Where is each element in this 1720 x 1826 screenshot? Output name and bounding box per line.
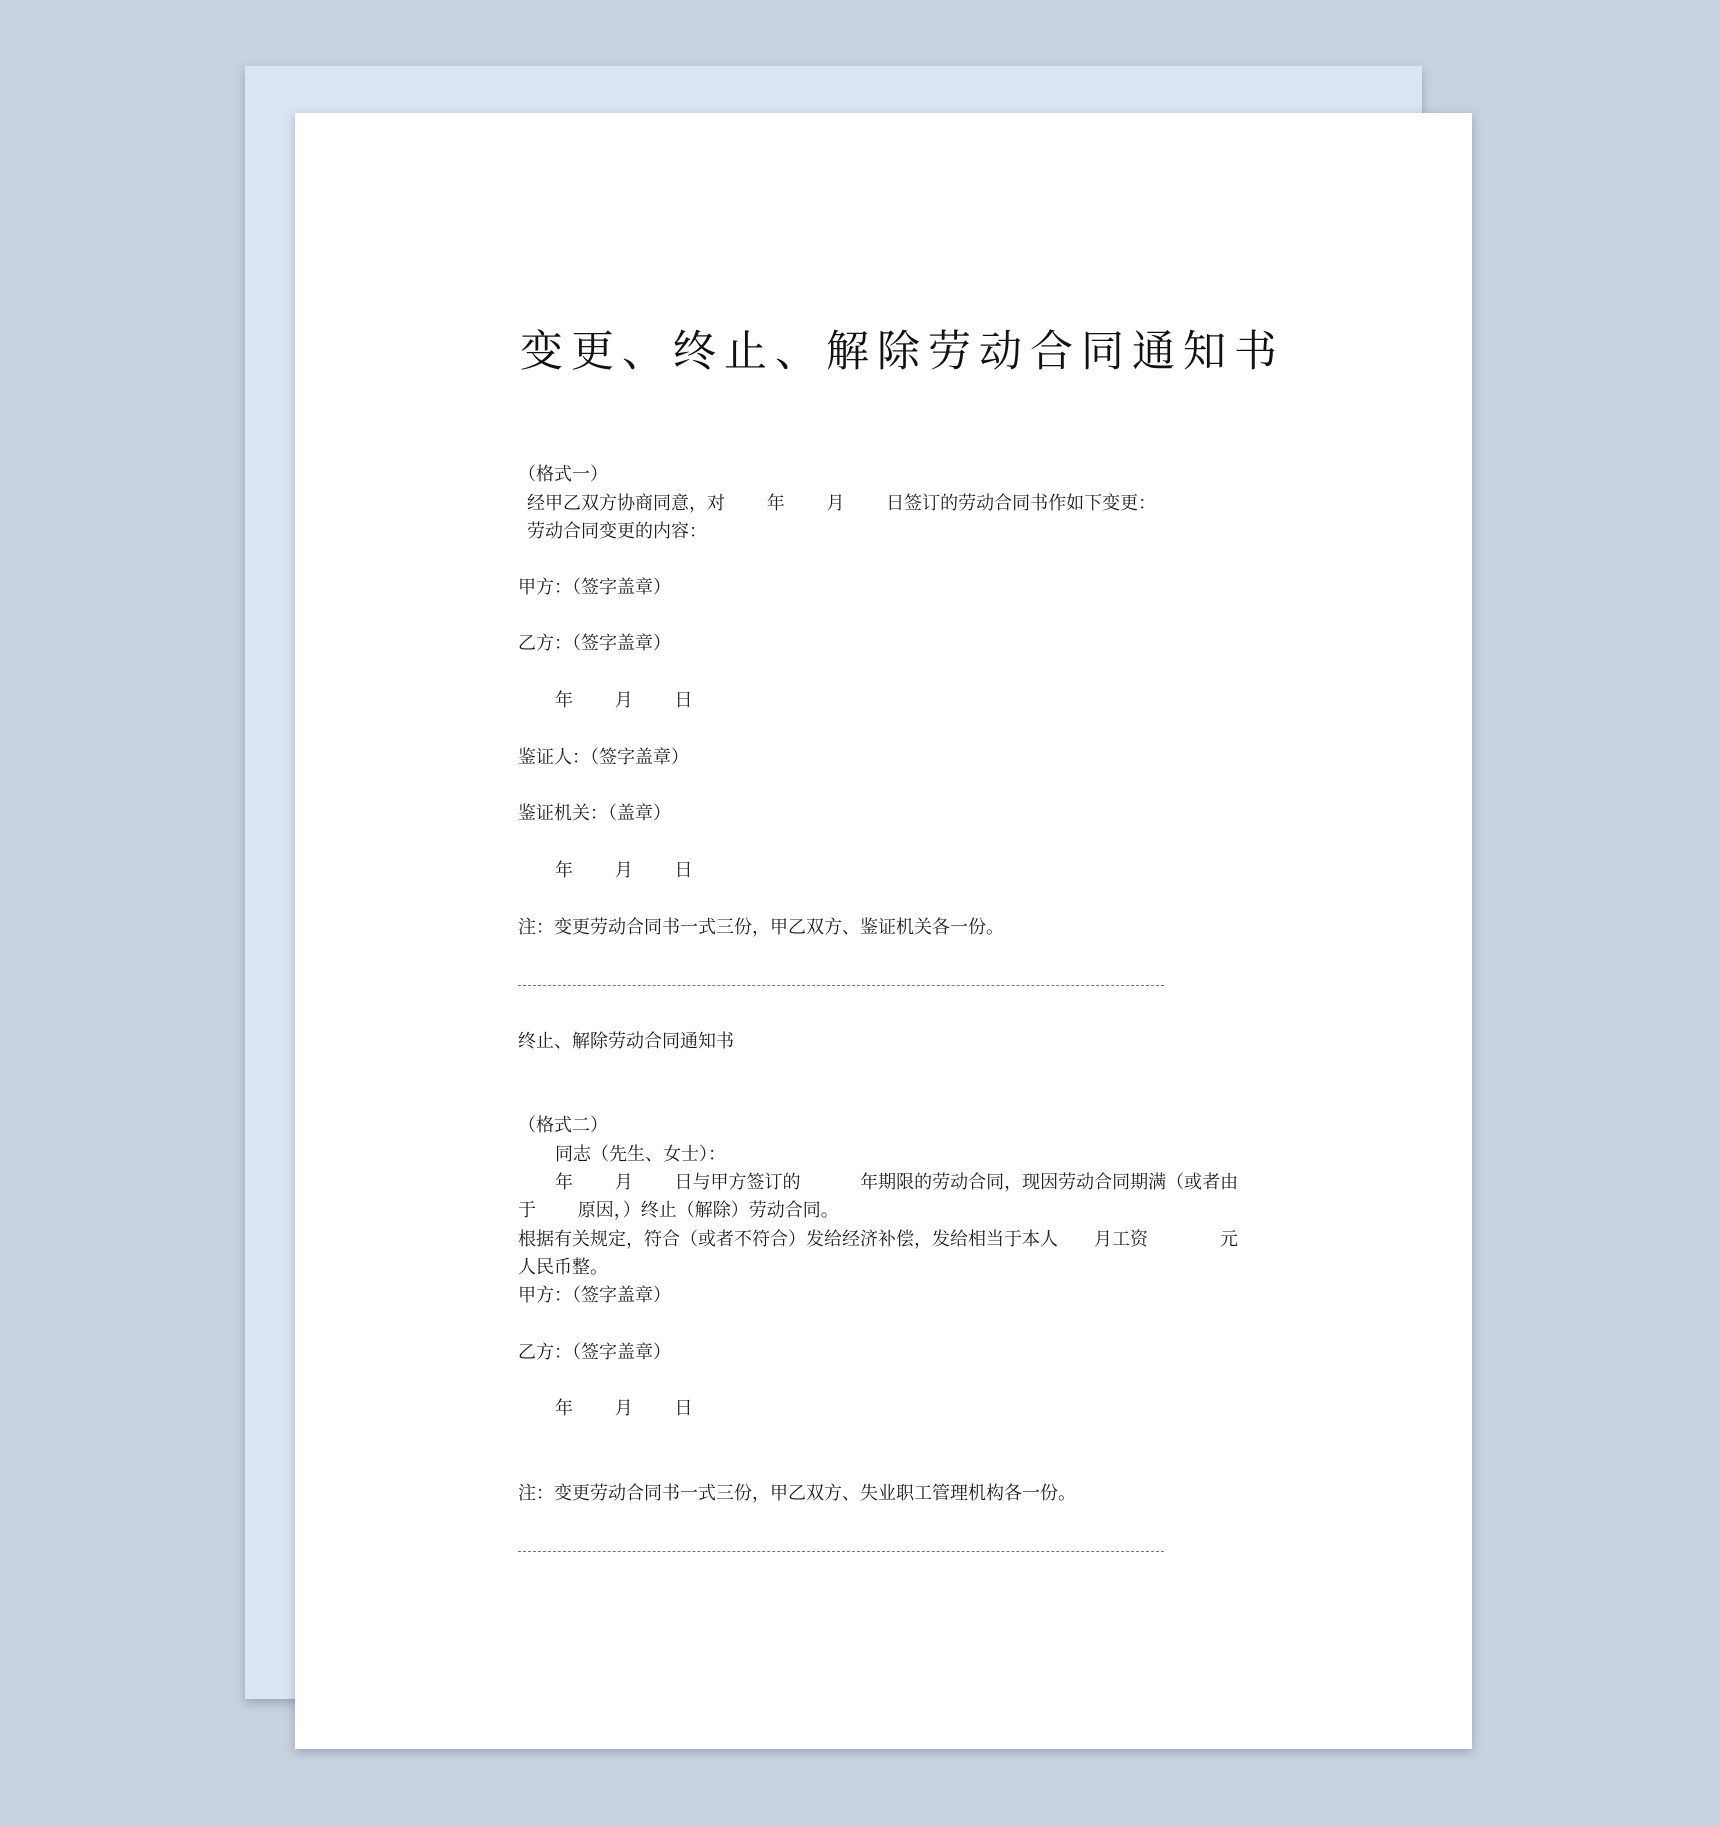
format2-body-line-4: 人民币整。 [518, 1257, 608, 1278]
format1-date-1: 年 月 日 [555, 690, 693, 711]
format1-date-2: 年 月 日 [555, 860, 693, 881]
format1-content-label: 劳动合同变更的内容： [527, 521, 707, 542]
format2-body-line-1: 年 月 日与甲方签订的 年期限的劳动合同，现因劳动合同期满（或者由 [555, 1172, 1239, 1193]
format2-body-line-2: 于 原因，）终止（解除）劳动合同。 [518, 1200, 839, 1221]
section2-title: 终止、解除劳动合同通知书 [518, 1031, 734, 1052]
format1-witness: 鉴证人：（签字盖章） [518, 747, 689, 768]
separator-line-1 [518, 985, 1164, 986]
separator-line-2 [518, 1551, 1164, 1552]
format1-party-b: 乙方：（签字盖章） [518, 633, 671, 654]
format2-party-a: 甲方：（签字盖章） [518, 1285, 671, 1306]
format2-party-b: 乙方：（签字盖章） [518, 1342, 671, 1363]
format1-label: （格式一） [518, 464, 608, 485]
document-title: 变更、终止、解除劳动合同通知书 [520, 327, 1285, 377]
format1-note: 注：变更劳动合同书一式三份，甲乙双方、鉴证机关各一份。 [518, 917, 1004, 938]
format2-label: （格式二） [518, 1115, 608, 1136]
format1-intro: 经甲乙双方协商同意，对 年 月 日签订的劳动合同书作如下变更： [527, 493, 1157, 514]
format2-body-line-3: 根据有关规定，符合（或者不符合）发给经济补偿，发给相当于本人 月工资 元 [518, 1229, 1238, 1250]
format2-salutation: 同志（先生、女士）： [555, 1144, 726, 1165]
format2-date: 年 月 日 [555, 1398, 693, 1419]
format1-authority: 鉴证机关：（盖章） [518, 803, 671, 824]
format1-party-a: 甲方：（签字盖章） [518, 577, 671, 598]
format2-note: 注：变更劳动合同书一式三份，甲乙双方、失业职工管理机构各一份。 [518, 1483, 1076, 1504]
